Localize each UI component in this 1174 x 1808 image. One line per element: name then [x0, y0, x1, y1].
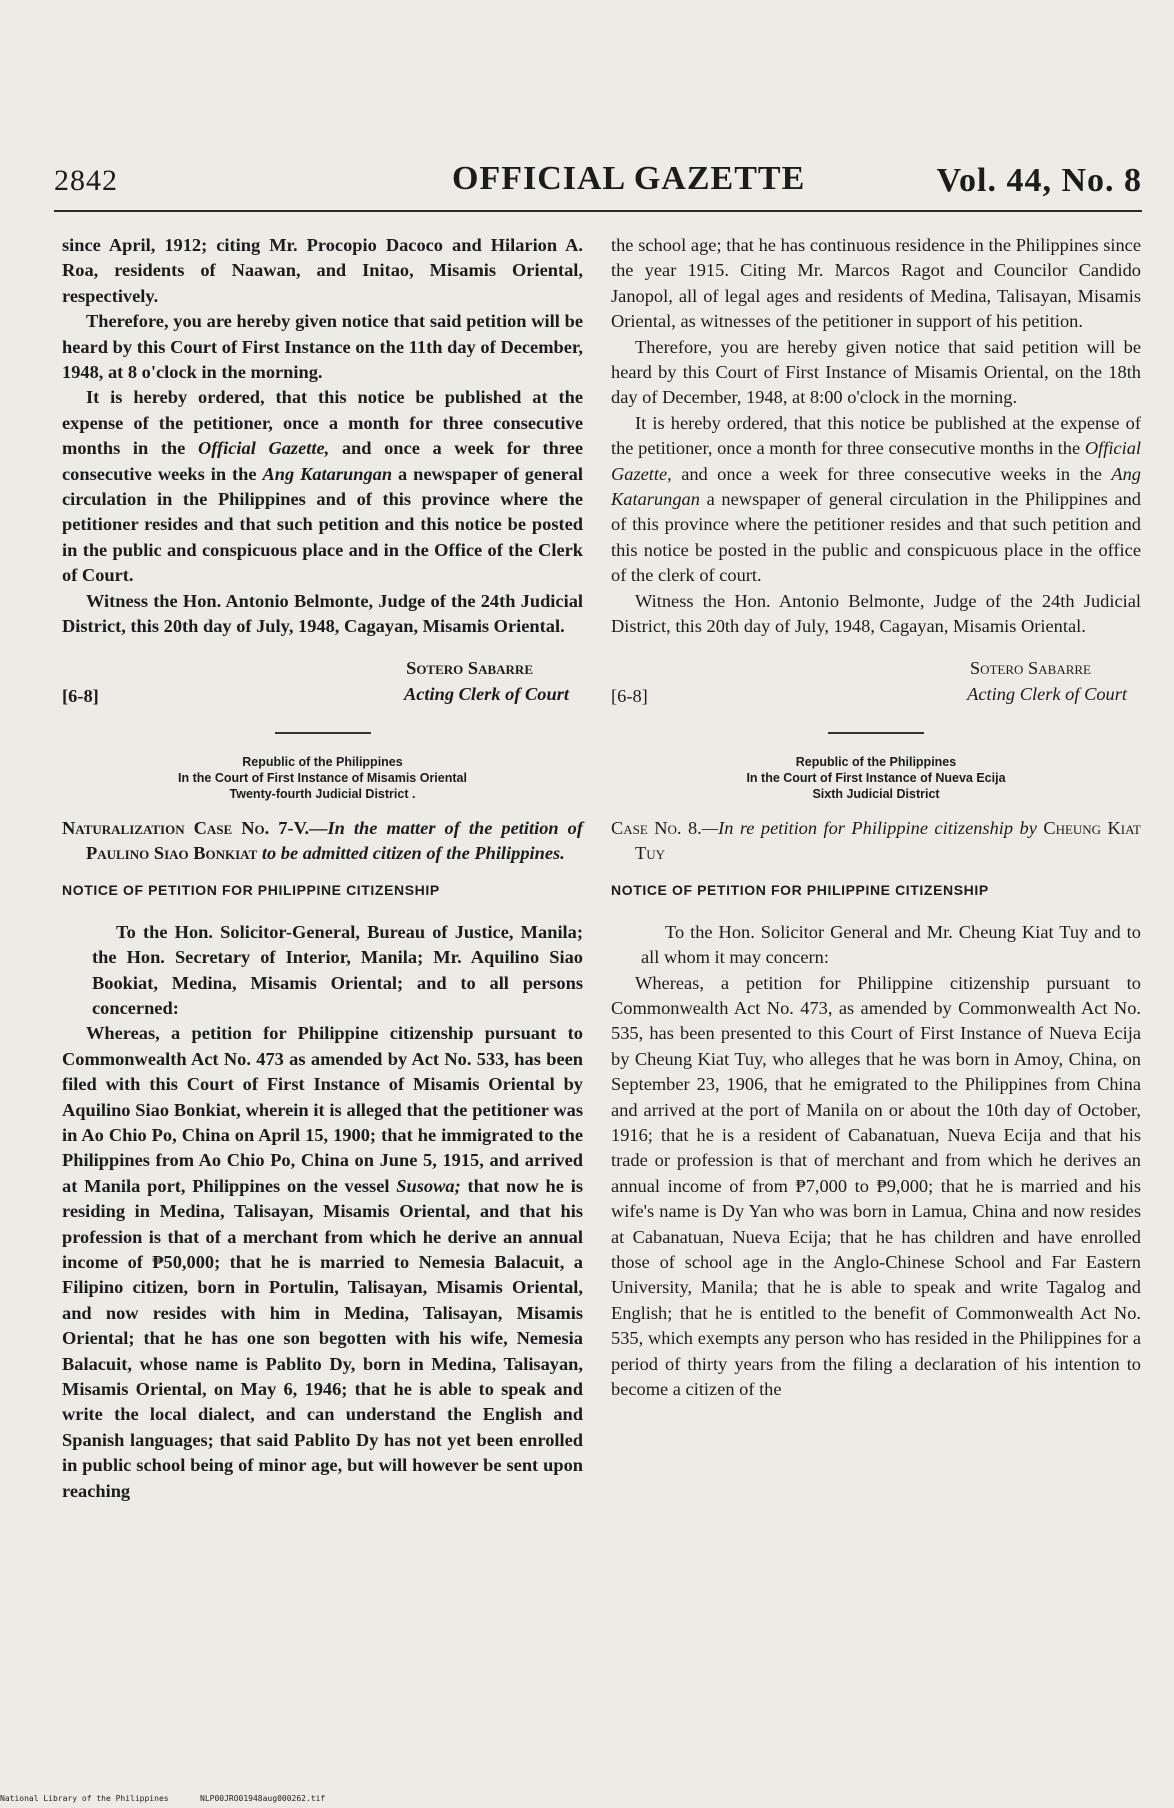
case-title	[611, 816, 1141, 867]
paragraph: since April, 1912; citing Mr. Procopio Dacoco and Hilarion A. Roa, residents of Naawan, and Initao, Misamis Oriental, respectively.	[62, 235, 583, 306]
paragraph: Whereas, a petition for Philippine citizenship pursuant to Commonwealth Act No. 473, as amended by Commonwealth Act No. 535, has been presented to this Court of First Instance of Nueva Ecija by Cheung Kiat Tuy, who alleges that he was born in Amoy, China, on September 23, 1906, that he emigrated to the Philippines from China and arrived at the port of Manila on or about the 10th day of October, 1916; that he is a resident of Cabanatuan, Nueva Ecija and that his trade or profession is that of merchant and from which he derives an annual income of from ₱7,000 to ₱9,000; that he is married and his wife's name is Dy Yan who was born in Lamua, China and now resides at Cabanatuan, Nueva Ecija; that he has children and have enrolled those of school age in the Anglo-Chinese School and Far Eastern University, Manila; that he is able to speak and write Tagalog and English; that he is entitled to the benefit of Commonwealth Act No. 535, which exempts any person who has resided in the Philippines for a period of thirty years from the filing a declaration of his intention to become a citizen of the	[611, 972, 1141, 1400]
left-column	[62, 233, 583, 1504]
signatory-role: Acting Clerk of Court	[403, 683, 569, 704]
paragraph	[611, 411, 1141, 589]
notice-heading: NOTICE OF PETITION FOR PHILIPPINE CITIZENSHIP	[611, 882, 989, 899]
text: to be admitted citizen of the Philippines.	[257, 842, 565, 863]
issue-reference: [6-8]	[611, 685, 648, 706]
court-heading	[611, 754, 1141, 802]
text: and once a week for three consecutive weeks in the	[62, 438, 583, 484]
text: —In the matter of the petition of	[309, 817, 583, 838]
case-label: Case No. 8.	[611, 817, 702, 838]
text: a newspaper of general circulation in the Philippines and of this province where the petitioner resides and that such petition and this notice be posted in the public and conspicuous place and in the Office of the Clerk of Court.	[62, 463, 583, 586]
page-number: 2842	[54, 164, 118, 197]
court-line: In the Court of First Instance of Nueva Ecija	[746, 770, 1006, 785]
paragraph: Witness the Hon. Antonio Belmonte, Judge of the 24th Judicial District, this 20th day of July, 1948, Cagayan, Misamis Oriental.	[611, 590, 1141, 637]
vessel-name: Susowa;	[396, 1175, 461, 1196]
source-label: National Library of the Philippines	[0, 1794, 169, 1803]
divider	[828, 732, 924, 734]
paragraph: Therefore, you are hereby given notice that said petition will be heard by this Court of First Instance of Misamis Oriental, on the 18th day of December, 1948, at 8:00 o'clock in the morning.	[611, 336, 1141, 408]
signatory-name: Sotero Sabarre	[406, 657, 533, 678]
text: and once a week for three consecutive weeks in the	[671, 463, 1112, 484]
paragraph	[62, 385, 583, 588]
scan-footer	[0, 1794, 1174, 1808]
court-line: Twenty-fourth Judicial District .	[229, 786, 416, 801]
text: that now he is residing in Medina, Talisayan, Misamis Oriental, and that his profession is that of a merchant from which he derive an annual income of ₱50,000; that he is married to Nemesia Balacuit, a Filipino citizen, born in Portulin, Talisayan, Misamis Oriental, and now resides with him in Medina, Talisayan, Misamis Oriental; that he has one son begotten with his wife, Nemesia Balacuit, whose name is Pablito Dy, born in Medina, Talisayan, Misamis Oriental, on May 6, 1946; that he is able to speak and write the local dialect, and can understand the English and Spanish languages; that said Pablito Dy has not yet been enrolled in public school being of minor age, but will however be sent upon reaching	[62, 1175, 583, 1501]
paragraph: Therefore, you are hereby given notice that said petition will be heard by this Court of First Instance on the 11th day of December, 1948, at 8 o'clock in the morning.	[62, 311, 583, 383]
court-heading	[62, 754, 583, 802]
text: It is hereby ordered, that this notice be published at the expense of the petitioner, once a month for three consecutive months in the	[611, 412, 1141, 459]
divider	[275, 732, 371, 734]
newspaper-name: Ang Katarungan	[262, 463, 393, 484]
signatory-name: Sotero Sabarre	[969, 657, 1091, 678]
publication-title: OFFICIAL GAZETTE	[452, 160, 806, 197]
file-label: NLP00JRO01948aug000262.tif	[200, 1794, 326, 1803]
court-line: Sixth Judicial District	[812, 786, 940, 801]
signature-block	[62, 654, 583, 710]
text: a newspaper of general circulation in the Philippines and of this province where the petitioner resides and that such petition and this notice be posted in the public and conspicuous place in the office of the clerk of court.	[611, 489, 1141, 586]
text: —In re petition for Philippine citizenship by	[701, 817, 1044, 838]
issue-reference: [6-8]	[62, 685, 99, 706]
text: Whereas, a petition for Philippine citizenship pursuant to Commonwealth Act No. 473 as amended by Act No. 533, has been filed with this Court of First Instance of Misamis Oriental by Aquilino Siao Bonkiat, wherein it is alleged that the petitioner was in Ao Chio Po, China on April 15, 1900; that he immigrated to the Philippines from Ao Chio Po, China on June 5, 1915, and arrived at Manila port, Philippines on the vessel	[62, 1023, 583, 1196]
gazette-name: Official Gazette,	[611, 438, 1141, 484]
header-rule	[54, 210, 1142, 212]
court-line: In the Court of First Instance of Misamis Oriental	[178, 770, 467, 785]
page-header	[54, 160, 1142, 210]
text: It is hereby ordered, that this notice be published at the expense of the petitioner, once a month for three consecutive months in the	[62, 387, 583, 459]
case-label: Naturalization Case No. 7-V.	[62, 817, 310, 838]
right-column	[611, 233, 1141, 1402]
notice-heading: NOTICE OF PETITION FOR PHILIPPINE CITIZENSHIP	[62, 882, 440, 899]
court-line: Republic of the Philippines	[795, 754, 957, 769]
paragraph: the school age; that he has continuous residence in the Philippines since the year 1915. Citing Mr. Marcos Ragot and Councilor Candido Janopol, all of legal ages and residents of Medina, Talisayan, Misamis Oriental, as witnesses of the petitioner in support of his petition.	[611, 235, 1141, 332]
addressees: To the Hon. Solicitor-General, Bureau of Justice, Manila; the Hon. Secretary of Interior, Manila; Mr. Aquilino Siao Bookiat, Medina, Misamis Oriental; and to all persons concerned:	[92, 921, 583, 1018]
addressees: To the Hon. Solicitor General and Mr. Cheung Kiat Tuy and to all whom it may concern:	[641, 921, 1141, 968]
petitioner-name: Paulino Siao Bonkiat	[86, 842, 258, 863]
newspaper-name: Ang Katarungan	[611, 463, 1141, 510]
signature-block	[611, 654, 1141, 710]
court-line: Republic of the Philippines	[242, 754, 403, 769]
paragraph: Witness the Hon. Antonio Belmonte, Judge of the 24th Judicial District, this 20th day of July, 1948, Cagayan, Misamis Oriental.	[62, 590, 583, 637]
paragraph	[62, 1021, 583, 1504]
case-title	[62, 816, 583, 867]
petitioner-name: Cheung Kiat Tuy	[635, 817, 1141, 863]
gazette-name: Official Gazette,	[197, 438, 330, 459]
volume-number: Vol. 44, No. 8	[936, 162, 1142, 199]
signatory-role: Acting Clerk of Court	[967, 683, 1127, 704]
